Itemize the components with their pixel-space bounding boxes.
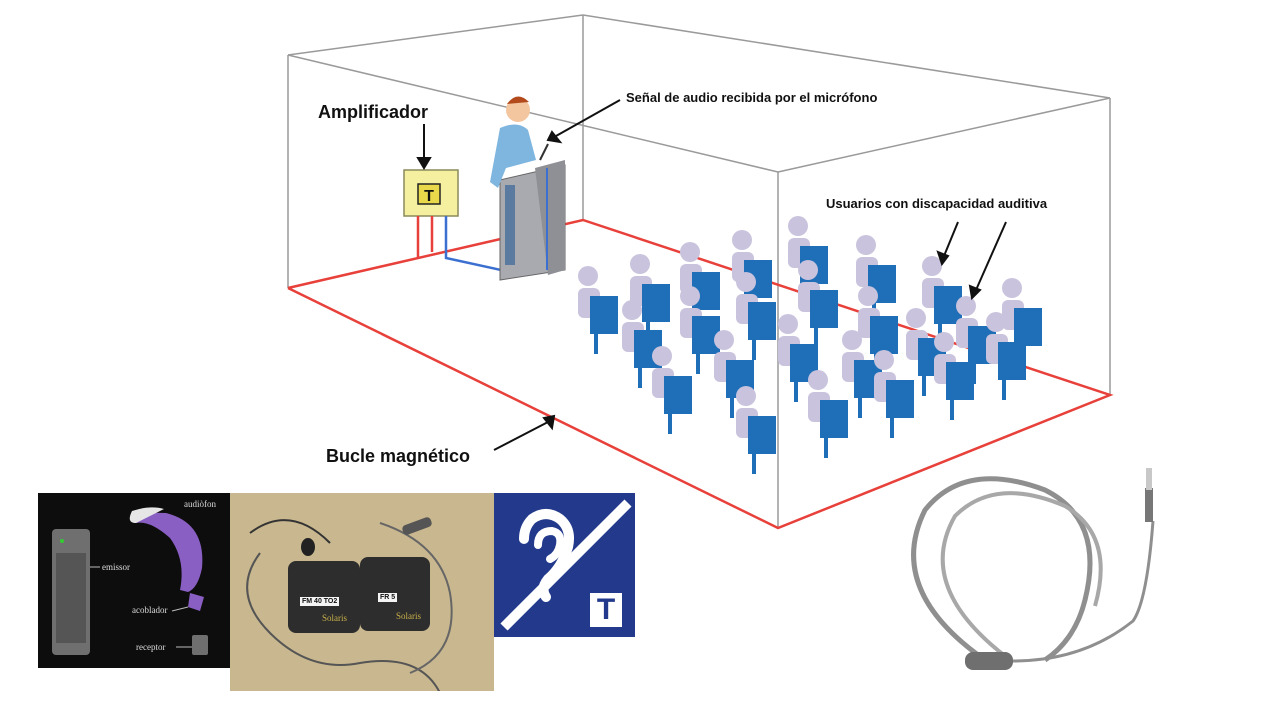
audiofon-label: audiòfon [184,499,216,509]
seated-user [578,266,618,354]
seated-user [736,386,776,474]
magnetic-loop-label: Bucle magnético [326,446,471,466]
hearing-aid-illustration [38,493,230,668]
audience-seating [578,216,1042,474]
seated-user [874,350,914,438]
neckloop-cable [895,460,1185,690]
arrow-user-1 [944,222,958,256]
neckloop-cable-icon [895,460,1185,690]
fm-brand-1: Solaris [322,613,348,623]
fm-brand-2: Solaris [396,611,422,621]
microphone [540,144,548,160]
amplifier-wires [418,216,510,272]
arrow-user-2 [976,222,1006,290]
arrow-loop [494,422,548,450]
amplifier-label: Amplificador [318,102,429,122]
hearing-aid-panel [38,493,230,668]
amplifier-t-symbol: T [424,188,434,205]
fm-devices-photo [230,493,494,691]
seated-user [652,346,692,434]
hearing-loop-sign [494,493,635,637]
seated-user [808,370,848,458]
arrow-audio-signal [556,100,620,136]
acoblador-label: acoblador [132,605,168,615]
fm-transmitter-label: FM 40 TO2 [302,598,338,605]
emissor-label: emissor [102,562,130,572]
users-label: Usuarios con discapacidad auditiva [826,196,1048,211]
fm-receiver-label: FR 5 [380,594,396,601]
audio-signal-label: Señal de audio recibida por el micrófono [626,90,878,105]
fm-devices-illustration [230,493,494,691]
receptor-label: receptor [136,642,166,652]
loop-sign-t-letter: T [596,593,616,626]
